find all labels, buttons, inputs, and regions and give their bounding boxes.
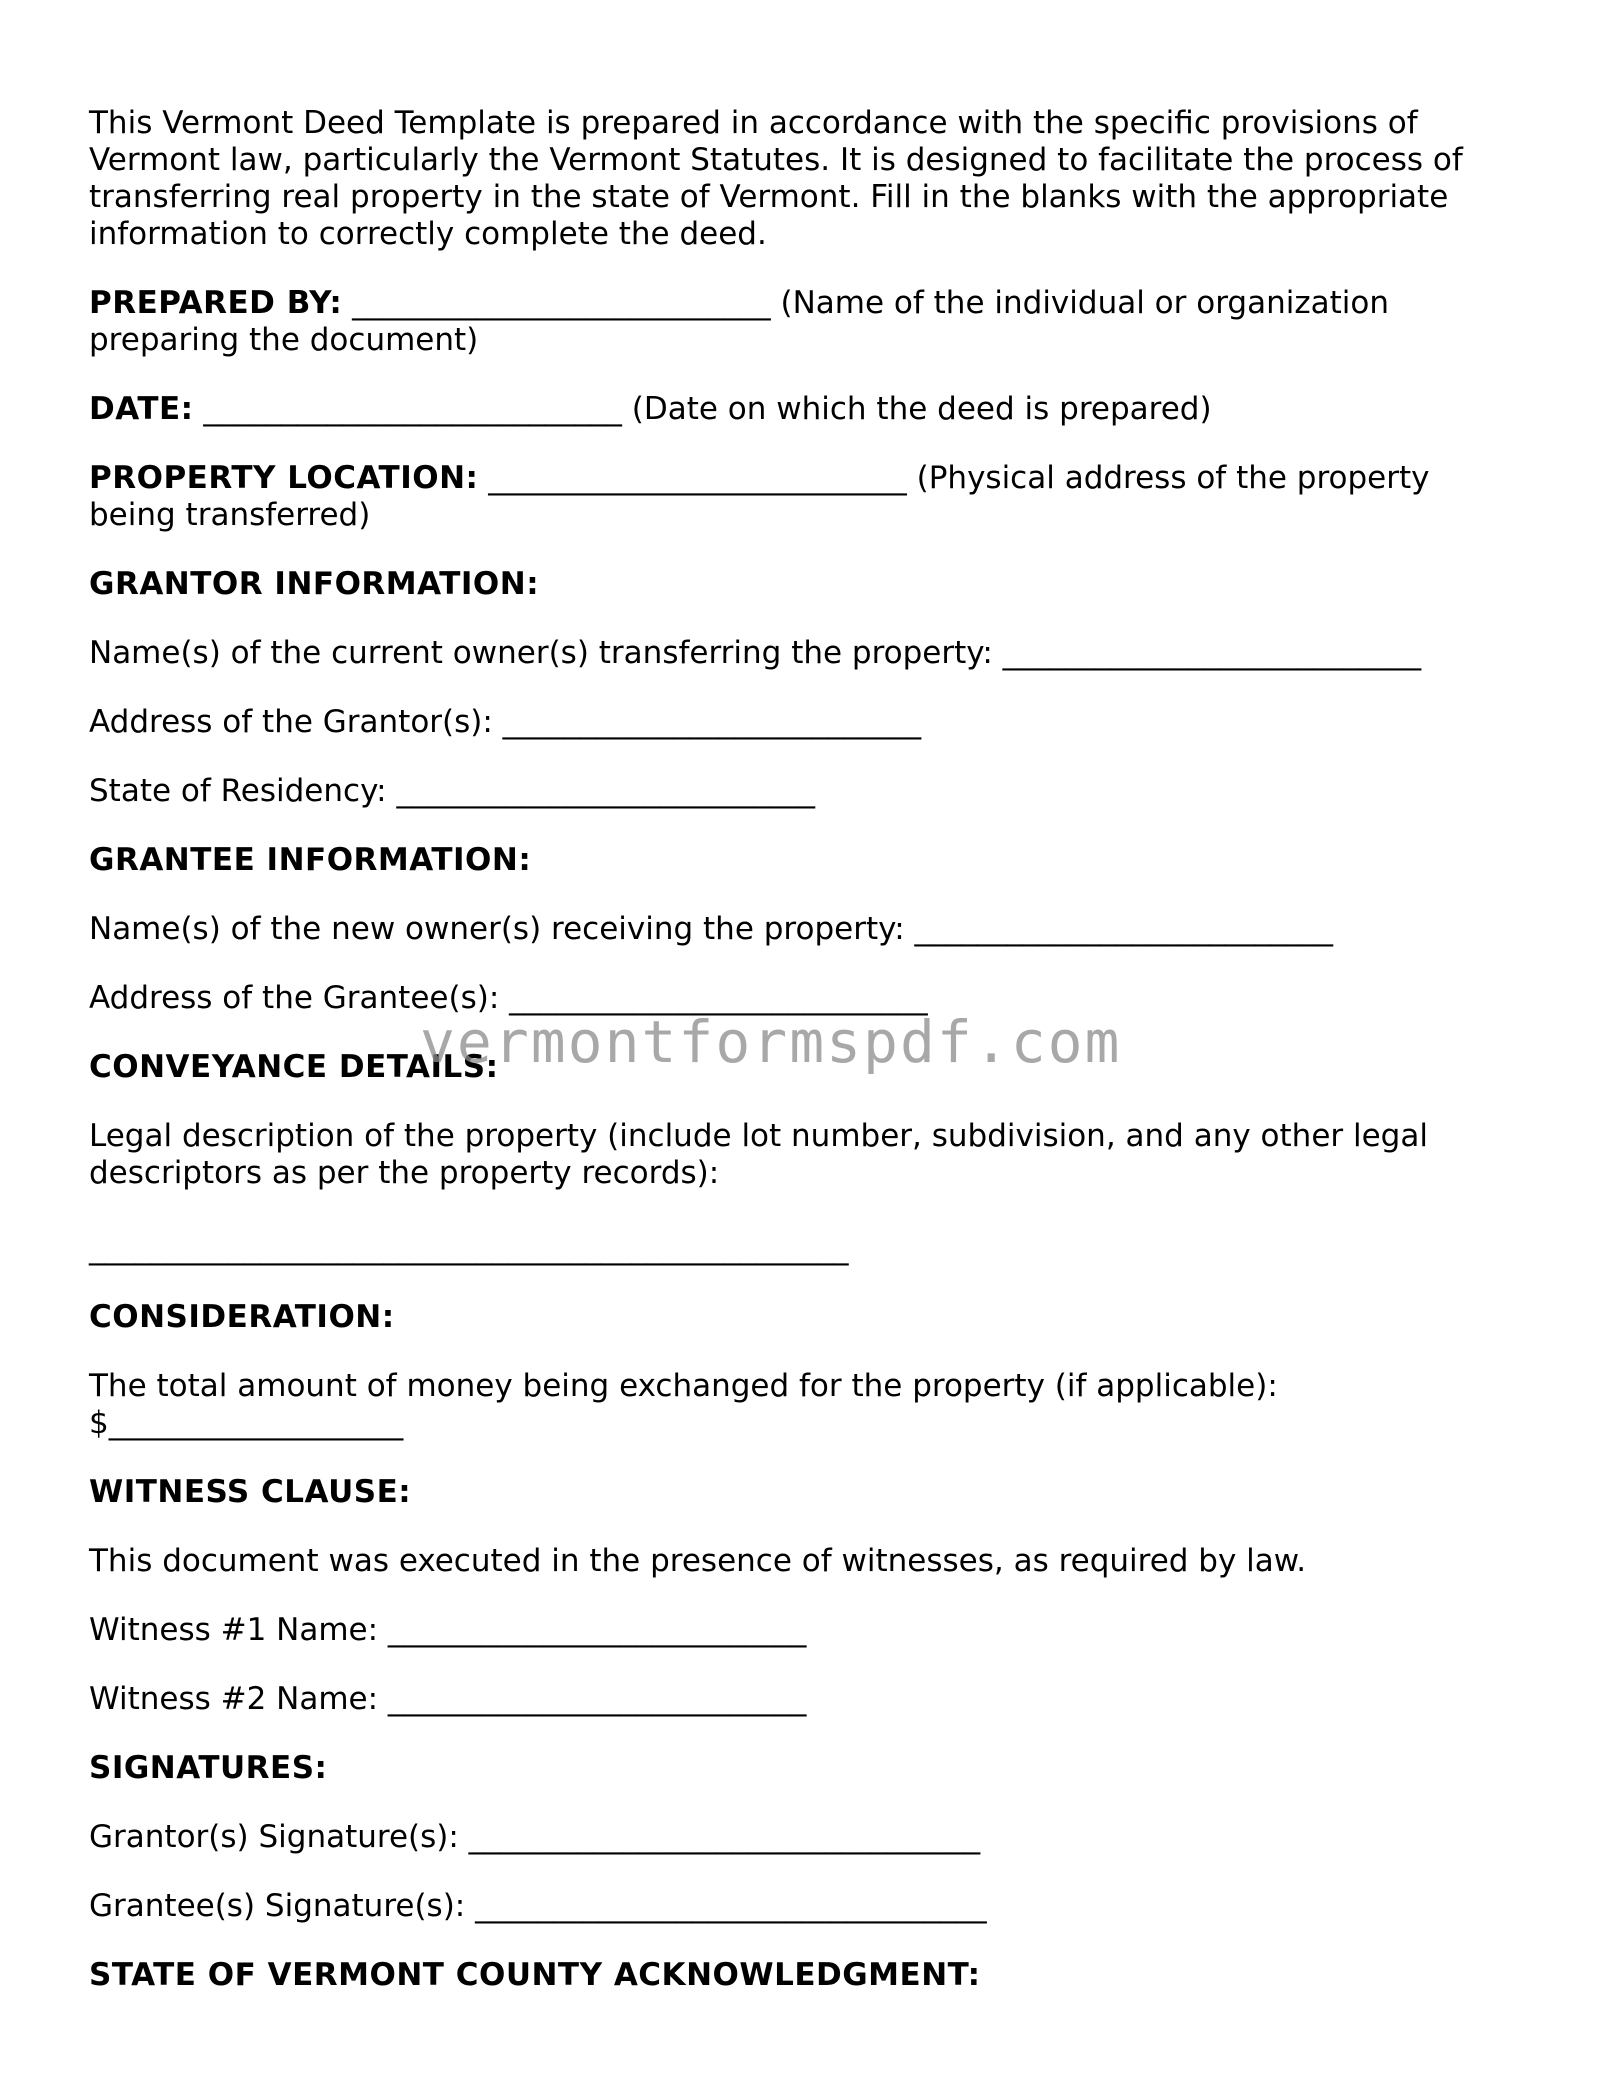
grantee-heading: GRANTEE INFORMATION:	[89, 842, 532, 878]
witness-heading: WITNESS CLAUSE:	[89, 1474, 412, 1510]
signatures-heading: SIGNATURES:	[89, 1750, 328, 1786]
conveyance-blank[interactable]: _________________________________________________	[89, 1230, 849, 1266]
prepared-by-blank[interactable]: ___________________________	[352, 285, 771, 321]
date-line	[89, 391, 1489, 428]
watermark: vermontformspdf.com	[420, 1008, 1122, 1076]
date-note: (Date on which the deed is prepared)	[631, 391, 1212, 427]
grantor-heading: GRANTOR INFORMATION:	[89, 566, 540, 602]
property-location-blank[interactable]: ___________________________	[488, 460, 907, 496]
prepared-by-note: (Name of the individual or organization preparing the document)	[89, 285, 1389, 358]
conveyance-heading: CONVEYANCE DETAILS:	[89, 1049, 499, 1085]
grantee-names-line[interactable]: Name(s) of the new owner(s) receiving the property: ___________________________	[89, 911, 1333, 947]
witness-1-line[interactable]: Witness #1 Name: ___________________________	[89, 1612, 807, 1648]
conveyance-description: Legal description of the property (include lot number, subdivision, and any other legal descriptors as per the property records):	[89, 1118, 1428, 1191]
grantee-address-line[interactable]: Address of the Grantee(s): ___________________________	[89, 980, 928, 1016]
witness-text: This document was executed in the presence of witnesses, as required by law.	[89, 1543, 1307, 1579]
grantor-residency-line[interactable]: State of Residency: ___________________________	[89, 773, 815, 809]
prepared-by-line	[89, 285, 1489, 359]
grantor-signature-line[interactable]: Grantor(s) Signature(s): _________________________________	[89, 1819, 981, 1855]
date-label: DATE:	[89, 391, 194, 427]
consideration-heading: CONSIDERATION:	[89, 1299, 395, 1335]
property-location-note: (Physical address of the property being transferred)	[89, 460, 1430, 533]
property-location-label: PROPERTY LOCATION:	[89, 460, 479, 496]
grantor-address-line[interactable]: Address of the Grantor(s): ___________________________	[89, 704, 922, 740]
acknowledgment-heading: STATE OF VERMONT COUNTY ACKNOWLEDGMENT:	[89, 1957, 981, 1993]
date-blank[interactable]: ___________________________	[203, 391, 622, 427]
consideration-amount[interactable]: $___________________	[89, 1405, 404, 1441]
intro-paragraph: This Vermont Deed Template is prepared in accordance with the specific provisions of Vermont law, particularly the Vermont Statutes. It is designed to facilitate the process of transferring real property in the state of Vermont. Fill in the blanks with the appropriate information to correctly complete the deed.	[89, 105, 1463, 252]
consideration-description: The total amount of money being exchanged for the property (if applicable):	[89, 1368, 1278, 1404]
property-location-line	[89, 460, 1489, 534]
consideration-text	[89, 1368, 1489, 1442]
grantor-names-line[interactable]: Name(s) of the current owner(s) transferring the property: ___________________________	[89, 635, 1422, 671]
witness-2-line[interactable]: Witness #2 Name: ___________________________	[89, 1681, 807, 1717]
prepared-by-label: PREPARED BY:	[89, 285, 343, 321]
grantee-signature-line[interactable]: Grantee(s) Signature(s): _________________________________	[89, 1888, 987, 1924]
